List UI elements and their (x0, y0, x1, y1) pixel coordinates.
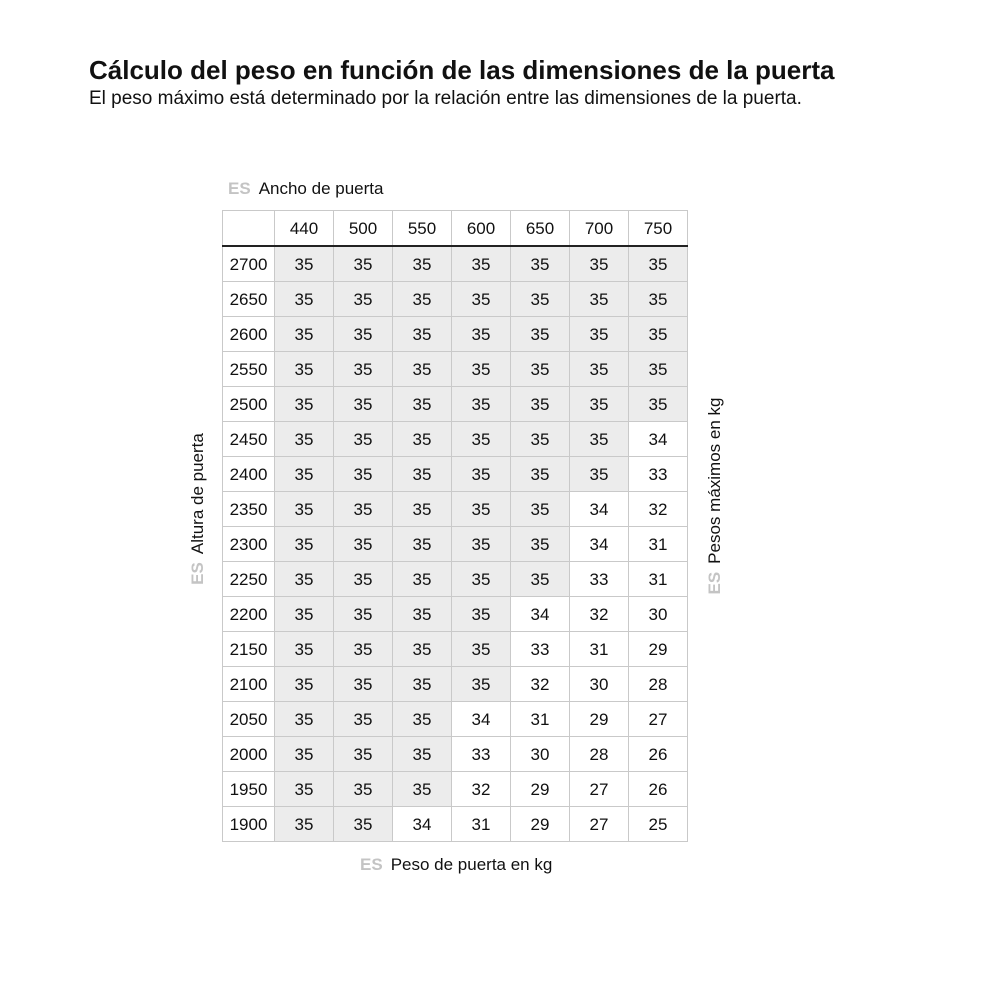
page-subtitle: El peso máximo está determinado por la relación entre las dimensiones de la puerta. (89, 88, 802, 109)
weight-cell: 31 (511, 702, 570, 737)
height-header-cell: 2250 (223, 562, 275, 597)
weight-cell: 31 (629, 527, 688, 562)
weight-cell: 35 (275, 632, 334, 667)
width-header-cell: 550 (393, 211, 452, 247)
weight-cell: 35 (570, 282, 629, 317)
width-header-cell: 700 (570, 211, 629, 247)
weight-cell: 35 (629, 246, 688, 282)
weight-cell: 35 (334, 527, 393, 562)
weight-cell: 35 (334, 737, 393, 772)
weight-cell: 35 (334, 492, 393, 527)
weight-cell: 35 (393, 527, 452, 562)
weight-cell: 29 (570, 702, 629, 737)
weight-cell: 35 (452, 527, 511, 562)
weight-cell: 35 (629, 282, 688, 317)
door-weight-text: Peso de puerta en kg (390, 855, 553, 874)
width-header-cell: 440 (275, 211, 334, 247)
weight-cell: 26 (629, 772, 688, 807)
weight-cell: 35 (275, 422, 334, 457)
weight-cell: 35 (334, 352, 393, 387)
weight-cell: 35 (393, 422, 452, 457)
weight-cell: 35 (275, 282, 334, 317)
weight-cell: 35 (275, 527, 334, 562)
table-row (223, 457, 688, 492)
weight-cell: 35 (334, 807, 393, 842)
weight-cell: 35 (334, 317, 393, 352)
width-header-cell: 500 (334, 211, 393, 247)
weight-cell: 35 (334, 457, 393, 492)
table-row (223, 562, 688, 597)
height-axis-text: Altura de puerta (188, 433, 207, 555)
weight-cell: 35 (452, 387, 511, 422)
weight-cell: 27 (570, 772, 629, 807)
weight-cell: 32 (570, 597, 629, 632)
weight-cell: 29 (511, 807, 570, 842)
weight-cell: 35 (275, 807, 334, 842)
weight-cell: 31 (452, 807, 511, 842)
weight-cell: 35 (452, 562, 511, 597)
max-weight-text: Pesos máximos en kg (705, 397, 724, 564)
weight-cell: 33 (629, 457, 688, 492)
weight-cell: 35 (570, 317, 629, 352)
weight-cell: 35 (570, 246, 629, 282)
weight-cell: 35 (334, 422, 393, 457)
weight-cell: 35 (570, 422, 629, 457)
height-header-cell: 2650 (223, 282, 275, 317)
weight-cell: 35 (452, 422, 511, 457)
weight-cell: 30 (511, 737, 570, 772)
height-header-cell: 2300 (223, 527, 275, 562)
language-tag: ES (228, 179, 251, 198)
table-row (223, 422, 688, 457)
weight-cell: 35 (275, 667, 334, 702)
weight-cell: 30 (570, 667, 629, 702)
weight-cell: 35 (511, 527, 570, 562)
height-header-cell: 2400 (223, 457, 275, 492)
weight-cell: 35 (511, 422, 570, 457)
weight-cell: 32 (511, 667, 570, 702)
width-axis-text: Ancho de puerta (258, 179, 384, 198)
weight-cell: 32 (629, 492, 688, 527)
weight-cell: 35 (393, 632, 452, 667)
weight-cell: 35 (452, 352, 511, 387)
table-row (223, 527, 688, 562)
weight-cell: 28 (570, 737, 629, 772)
weight-cell: 35 (570, 457, 629, 492)
width-header-cell: 600 (452, 211, 511, 247)
weight-cell: 27 (570, 807, 629, 842)
weight-cell: 32 (452, 772, 511, 807)
weight-cell: 35 (393, 737, 452, 772)
weight-cell: 35 (452, 597, 511, 632)
corner-cell (223, 211, 275, 247)
table-row (223, 667, 688, 702)
page-title: Cálculo del peso en función de las dimensiones de la puerta (89, 55, 835, 85)
table-row (223, 387, 688, 422)
weight-cell: 35 (393, 317, 452, 352)
weight-cell: 33 (452, 737, 511, 772)
table-row (223, 282, 688, 317)
height-header-cell: 2700 (223, 246, 275, 282)
weight-cell: 35 (334, 282, 393, 317)
width-axis-label (228, 179, 383, 199)
weight-cell: 35 (334, 562, 393, 597)
weight-cell: 35 (393, 387, 452, 422)
weight-cell: 29 (511, 772, 570, 807)
weight-cell: 35 (275, 492, 334, 527)
weight-cell: 35 (334, 772, 393, 807)
weight-cell: 35 (275, 457, 334, 492)
weight-cell: 35 (334, 702, 393, 737)
weight-cell: 35 (511, 387, 570, 422)
table-row (223, 702, 688, 737)
height-header-cell: 1900 (223, 807, 275, 842)
weight-cell: 35 (275, 737, 334, 772)
weight-cell: 35 (452, 632, 511, 667)
weight-cell: 35 (393, 246, 452, 282)
weight-cell: 35 (275, 702, 334, 737)
weight-cell: 35 (275, 772, 334, 807)
weight-cell: 35 (334, 667, 393, 702)
height-axis-label (188, 409, 210, 609)
table-row (223, 246, 688, 282)
weight-cell: 35 (334, 632, 393, 667)
weight-cell: 35 (570, 387, 629, 422)
weight-cell: 35 (275, 387, 334, 422)
weight-cell: 35 (393, 492, 452, 527)
weight-cell: 35 (511, 282, 570, 317)
weight-cell: 35 (452, 667, 511, 702)
weight-cell: 35 (452, 457, 511, 492)
table-row (223, 632, 688, 667)
table-row (223, 772, 688, 807)
weight-table (222, 210, 688, 842)
weight-cell: 35 (511, 317, 570, 352)
weight-cell: 35 (275, 597, 334, 632)
table-row (223, 807, 688, 842)
height-header-cell: 2150 (223, 632, 275, 667)
weight-cell: 35 (275, 352, 334, 387)
weight-cell: 35 (511, 562, 570, 597)
weight-cell: 27 (629, 702, 688, 737)
weight-cell: 34 (452, 702, 511, 737)
weight-cell: 35 (452, 246, 511, 282)
weight-cell: 35 (452, 492, 511, 527)
weight-cell: 35 (629, 387, 688, 422)
weight-cell: 35 (393, 772, 452, 807)
weight-cell: 35 (275, 317, 334, 352)
max-weight-label (705, 396, 727, 596)
weight-table-body (223, 211, 688, 842)
weight-cell: 35 (275, 246, 334, 282)
weight-cell: 33 (570, 562, 629, 597)
weight-cell: 35 (393, 352, 452, 387)
height-header-cell: 2500 (223, 387, 275, 422)
height-header-cell: 1950 (223, 772, 275, 807)
weight-cell: 34 (629, 422, 688, 457)
weight-cell: 35 (629, 352, 688, 387)
weight-cell: 35 (511, 352, 570, 387)
weight-cell: 35 (511, 246, 570, 282)
door-weight-label (360, 855, 552, 875)
weight-cell: 35 (511, 457, 570, 492)
height-header-cell: 2000 (223, 737, 275, 772)
weight-cell: 35 (570, 352, 629, 387)
weight-cell: 35 (393, 702, 452, 737)
table-row (223, 492, 688, 527)
weight-cell: 30 (629, 597, 688, 632)
table-row (223, 317, 688, 352)
weight-cell: 31 (570, 632, 629, 667)
weight-cell: 31 (629, 562, 688, 597)
weight-cell: 26 (629, 737, 688, 772)
weight-cell: 33 (511, 632, 570, 667)
width-header-cell: 750 (629, 211, 688, 247)
table-row (223, 352, 688, 387)
table-row (223, 737, 688, 772)
weight-cell: 35 (393, 597, 452, 632)
weight-cell: 35 (334, 387, 393, 422)
language-tag: ES (705, 571, 724, 595)
weight-cell: 35 (393, 457, 452, 492)
height-header-cell: 2050 (223, 702, 275, 737)
width-header-row (223, 211, 688, 247)
weight-cell: 34 (570, 492, 629, 527)
height-header-cell: 2350 (223, 492, 275, 527)
weight-cell: 35 (393, 282, 452, 317)
weight-cell: 35 (511, 492, 570, 527)
weight-cell: 35 (334, 246, 393, 282)
weight-cell: 34 (570, 527, 629, 562)
weight-cell: 35 (393, 667, 452, 702)
weight-cell: 35 (452, 282, 511, 317)
weight-cell: 28 (629, 667, 688, 702)
weight-cell: 34 (511, 597, 570, 632)
height-header-cell: 2200 (223, 597, 275, 632)
language-tag: ES (188, 562, 207, 585)
height-header-cell: 2600 (223, 317, 275, 352)
width-header-cell: 650 (511, 211, 570, 247)
weight-cell: 35 (334, 597, 393, 632)
weight-cell: 35 (393, 562, 452, 597)
weight-cell: 29 (629, 632, 688, 667)
weight-cell: 35 (452, 317, 511, 352)
language-tag: ES (360, 855, 383, 874)
height-header-cell: 2550 (223, 352, 275, 387)
weight-cell: 35 (629, 317, 688, 352)
weight-cell: 35 (275, 562, 334, 597)
height-header-cell: 2100 (223, 667, 275, 702)
weight-cell: 25 (629, 807, 688, 842)
height-header-cell: 2450 (223, 422, 275, 457)
weight-cell: 34 (393, 807, 452, 842)
table-row (223, 597, 688, 632)
